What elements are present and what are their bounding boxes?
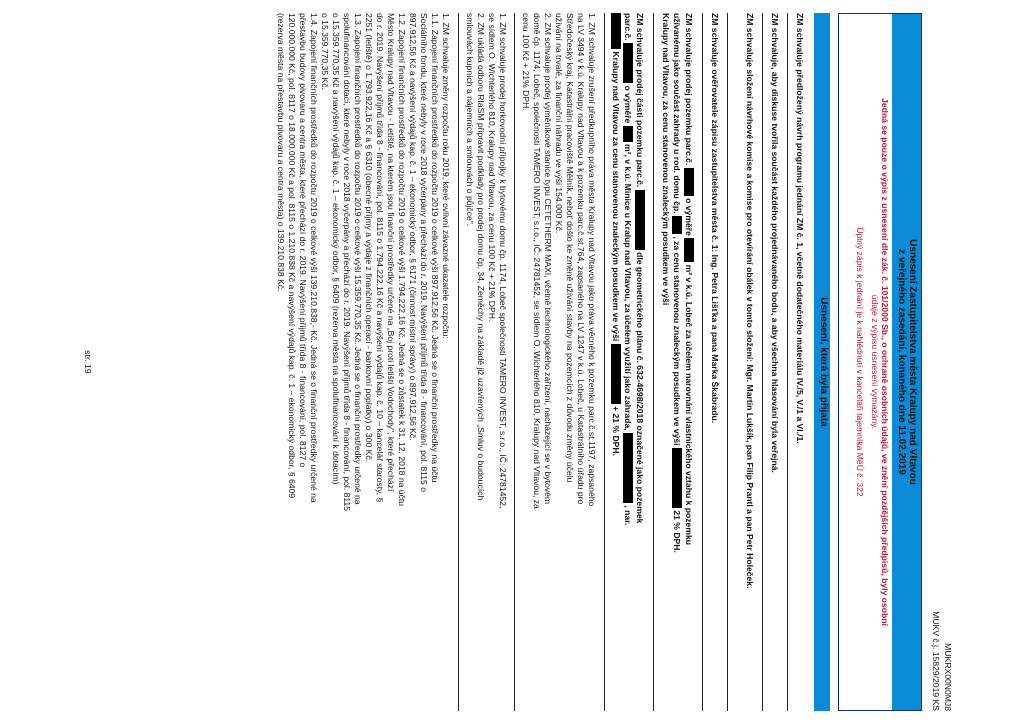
- item-commission: ZM schvaluje složení návrhové komise a komise pro otevírání obálek v tomto složení: Mgr. Martin Lukšík, pan Filip Prantl a pan Petr Holeček.: [745, 13, 755, 589]
- redaction: [623, 43, 633, 83]
- redaction: [684, 238, 694, 262]
- budget-line: 1. ZM schvaluje změny rozpočtu roku 2019, které ovlivní závazné ukazatele rozpočtu:: [441, 13, 451, 339]
- redaction: [635, 190, 645, 250]
- sale2-text-a: ZM schvaluje prodej části pozemku parc.č.: [635, 13, 645, 188]
- sale1-text-c: m² v k.ú. Lobeč za účelem narovnání vlastnického vztahu k pozemku: [684, 264, 694, 545]
- sale1-text-a: ZM schvaluje prodej pozemku parc.č.: [684, 13, 694, 166]
- divider: [787, 13, 788, 711]
- preemption-line-3: Středočeský kraj, Katastrální pracoviště Mělník, neboť došlo ke změně užívání stavby na pozemcích z důvodu změny účelu: [565, 13, 575, 483]
- sale1-text-d: užívanému jako součást zahrady u rod. domu čp.: [672, 13, 682, 214]
- item-discussion: ZM schvaluje, aby diskuse tvořila součást každého projednávaného bodu, a aby všechna hlasování byla veřejná.: [770, 13, 780, 473]
- budget-line: 1.3. Zapojení finančních prostředků do rozpočtu 2019 o celkové výši 15.359.770,35 Kč. Jedná se o finanční prostředky určené na: [353, 13, 363, 505]
- sale1-line1: [683, 13, 694, 711]
- budget-line: 897.912,56 Kč a navýšení výdajů kap. č. 1 – ekonomický odbor, § 6171 (činnost místní správy) o 897.912,56 Kč.: [408, 13, 418, 441]
- divider: [458, 13, 459, 711]
- riasm-line-2: smlouvách kupních a nájemních a smlouvách o půjčce".: [465, 13, 475, 227]
- sale2-text-g: Kralupy nad Vltavou za cenu stanovenou znaleckým posudkem ve výši: [611, 51, 621, 342]
- budget-line: 120.000.000 Kč, pol. 8117 o 18.000.000 Kč a pol. 8115 o 1.210.838 Kč a navýšení výdajů kap. č. 1 – ekonomický odbor, § 6409: [287, 13, 297, 499]
- resolution-banner: [838, 13, 922, 711]
- item-verifiers: ZM schvaluje ověřovatele zápisu zastupitelstva města č. 1: Ing. Petra Lišťka a pana Marka Škabradu.: [710, 13, 720, 424]
- sale2-text-b: dle geometrického plánu č. 632-4698/2018 označené jako pozemek: [635, 252, 645, 524]
- preemption-line-4: užívání na trvalé, za finanční náhradu ve výši 154.000 Kč.: [554, 13, 564, 234]
- divider: [727, 13, 728, 711]
- document-ref: MUKRX00N0MJ8: [943, 643, 953, 711]
- sale1-text-e: , za cenu stanovenou znaleckým posudkem ve výši: [672, 236, 682, 446]
- redaction: [684, 168, 694, 196]
- budget-line: 1.4. Zapojení finančních prostředků do rozpočtu 2019 o celkové výši 139.210.838,- Kč. Jedná se o finanční prostředky určené na: [309, 13, 319, 503]
- exchange-station-line-1: 2. ZM schvaluje prodej výměníkové stanice typu CETETHERM MAXI, včetně technologického zařízení, nacházející se v bytovém: [543, 13, 553, 505]
- budget-line: Město Kralupy nad Vltavou - Letiště, na kterém jsou finanční prostředky určené na „Boj proti letišti Vodochody", které přechází: [386, 13, 396, 492]
- sale2-line1: [634, 13, 645, 711]
- sale2-text-e: m², v k.ú. Minice u Kralup nad Vltavou, za účelem využití jako zahrada,: [623, 144, 633, 431]
- redaction: [672, 216, 682, 234]
- budget-line: 1.2. Zapojení finančních prostředků do rozpočtu 2019 o celkové výši 1.794.222,16 Kč. Jedná se o zůstatek k 31. 12. 2018 na účtu: [397, 13, 407, 507]
- divider: [514, 13, 515, 711]
- banner-notice-3: Úplný zápis k jednání je k nahlédnutí v kanceláři tajemníka MěÚ č. 322: [854, 227, 865, 497]
- budget-line: přestavbu budovy pivovaru a centra města, které přechází do r. 2019. Navýšení příjmů třída 8 - financování, pol. 8127 o: [298, 13, 308, 468]
- sale1-line2: [671, 13, 682, 711]
- budget-line: 2251 (letiště) o 1.793.922,16 Kč a § 6310 (obecné příjmy a výdaje z finančních operací - bankovní poplatky) o 300 Kč.: [364, 13, 374, 463]
- sale1-line3: Kralupy nad Vltavou, za cenu stanovenou znaleckým posudkem ve výši: [661, 13, 671, 306]
- hot-water-line-2: se sídlem O. Wichterlého 810, Kralupy nad Vltavou, za cenu 100 Kč + 21% DPH.: [487, 13, 497, 322]
- riasm-line-1: 2. ZM ukládá odboru RIaSM připravit podklady pro prodej domu čp. 34, Zeměchy na základě již uzavřených „Smluv o budoucích: [476, 13, 486, 501]
- sale2-text-d: o výměře: [623, 85, 633, 124]
- sale2-line3: [610, 13, 621, 711]
- exchange-station-line-3: cenu 100 Kč + 21% DPH.: [521, 13, 531, 111]
- divider: [604, 13, 605, 711]
- section-accepted-heading: Usnesení, která byla přijata: [814, 13, 830, 711]
- redaction: [623, 126, 633, 142]
- budget-line: (rezerva města na přestavbu pivovaru a centra města) o 139.210.838 Kč.: [276, 13, 286, 292]
- page-number: str. 19: [83, 350, 93, 374]
- redaction: [611, 13, 621, 49]
- preemption-line-2: na LV 3494 v k.ú. Kralupy nad Vltavou a k pozemku parc.č.st.764, zapsaného na LV 1247 v k.ú. Lobeč, u Katastrálního úřadu pro: [576, 13, 586, 505]
- banner-title: Usnesení Zastupitelstva města Kralupy nad Vltavou: [907, 14, 921, 710]
- budget-line: do r. 2019. Navýšení příjmů třída 8 - financování, pol. 8115 o 1.794.222,16 Kč a navýšení výdajů kap. č. 10 – kancelář starosty, §: [375, 13, 385, 503]
- hot-water-line-1: 1. ZM schvaluje prodej horkovodní přípojky k bytovému domu čp. 1174, Lobeč společnosti TAMERO INVEST, s.r.o., IČ: 24781452,: [498, 13, 508, 509]
- exchange-station-line-2: domě čp. 1174, Lobeč, společnosti TAMERO INVEST, s.r.o., IČ: 24781452, se sídlem O. Wichterlého 810, Kralupy nad Vltavou, za: [532, 13, 542, 509]
- budget-line: 1.1. Zapojení finančních prostředků do rozpočtu 2019 o celkové výši 897.912,56 Kč. Jedná se o finanční prostředky na účtu: [430, 13, 440, 483]
- banner-notice-2: údaje z výpisu usnesení vymazány.: [870, 294, 881, 430]
- sale1-text-f: 21 % DPH.: [672, 510, 682, 553]
- item-program: ZM schvaluje předložený návrh programu jednání ZM č. 1, včetně dodatečného materiálu IV./5, V./1 a VI./1.: [795, 13, 805, 444]
- redaction: [623, 433, 633, 503]
- sale2-text-c: parc.č.: [623, 13, 633, 41]
- banner-notice-1: Jedná se pouze o výpis z usnesení dle zák. č. 101/2000 Sb., o ochraně osobních údajů, ve znění pozdějších předpisů, byly osobní: [880, 98, 891, 626]
- banner-subtitle: z veřejného zasedání, konaného dne 11.02.2019: [892, 14, 906, 710]
- scanned-page: [62, 13, 962, 711]
- divider: [702, 13, 703, 711]
- divider: [762, 13, 763, 711]
- divider: [653, 13, 654, 711]
- budget-line: o 15.359.770,35 Kč a navýšení výdajů kap. č. 1 – ekonomický odbor, § 6409 (rezerva města na spolufinancování k dotacím): [331, 13, 341, 485]
- rotated-document: [62, 13, 962, 711]
- sale2-text-h: + 21 % DPH.: [611, 406, 621, 456]
- document-number: MUKV č.j. 15829/2019 KS: [931, 611, 941, 711]
- budget-line: spolufinancování dotací, které nebyly v roce 2018 vyčerpány a přechází do r. 2019. Navýšení příjmů třída 8 - financování, pol. 8115: [342, 13, 352, 512]
- sale2-line2: [622, 13, 633, 711]
- sale1-text-b: o výměře: [684, 198, 694, 236]
- budget-line: Sociálního fondu, které nebyly v roce 2018 vyčerpány a přechází do r. 2019. Navýšení příjmů třída 8 - financování, pol. 8115 o: [419, 13, 429, 492]
- sale2-text-f: , nar.: [623, 505, 633, 526]
- budget-line: o 15.359.770,35 Kč.: [320, 13, 330, 90]
- redaction: [672, 448, 682, 508]
- redaction: [611, 344, 621, 404]
- preemption-line-1: 1. ZM schvaluje zrušení předkupního práva města Kralupy nad Vltavou jako práva věcného k pozemku parc.č.st.1197, zapsaného: [587, 13, 597, 507]
